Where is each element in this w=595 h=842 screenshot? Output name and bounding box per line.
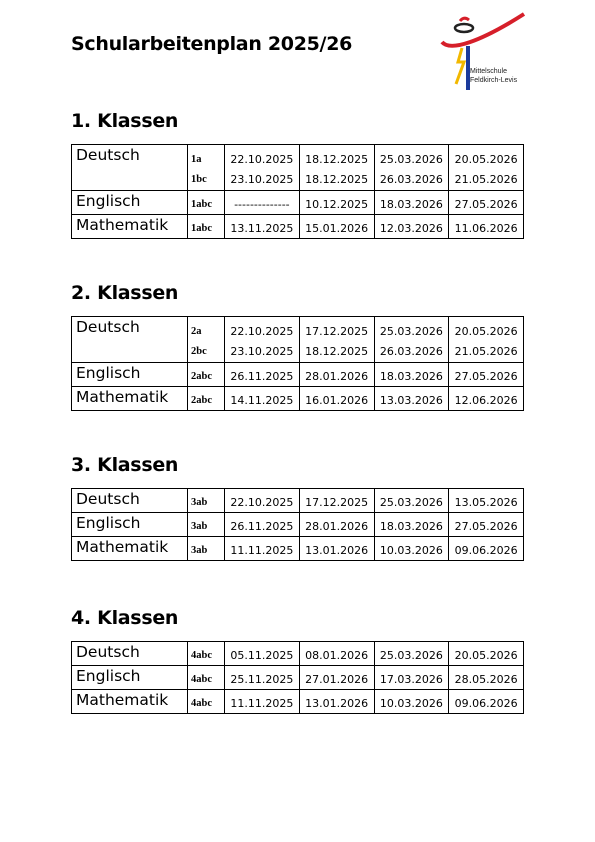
subject-cell: Englisch	[72, 363, 188, 387]
class-group-cell	[188, 690, 225, 714]
exam-date: 18.12.2025	[305, 173, 369, 186]
exam-date: 27.05.2026	[454, 198, 518, 211]
exam-date: 17.12.2025	[305, 496, 369, 509]
class-group-label: 4abc	[191, 698, 212, 709]
exam-date: 12.06.2026	[454, 394, 518, 407]
class-group-label: 1abc	[191, 199, 212, 210]
class-group-cell	[188, 666, 225, 690]
subject-cell: Englisch	[72, 191, 188, 215]
exam-schedule-table	[71, 144, 524, 239]
exam-date: 20.05.2026	[454, 153, 518, 166]
exam-date: 09.06.2026	[454, 697, 518, 710]
exam-date-cell	[225, 513, 300, 537]
exam-date: 18.03.2026	[379, 520, 443, 533]
exam-date-cell	[299, 537, 374, 561]
exam-date-cell	[299, 145, 374, 191]
exam-date-cell	[225, 387, 300, 411]
exam-date: 23.10.2025	[230, 173, 294, 186]
exam-date: 18.03.2026	[379, 370, 443, 383]
class-group-label: 1bc	[191, 174, 207, 185]
exam-date: 18.12.2025	[305, 153, 369, 166]
exam-date: 28.01.2026	[305, 370, 369, 383]
exam-date-cell	[374, 666, 449, 690]
class-group-label: 2abc	[191, 371, 212, 382]
table-row	[72, 215, 524, 239]
exam-date: 08.01.2026	[305, 649, 369, 662]
exam-date-cell	[225, 215, 300, 239]
exam-date: 27.05.2026	[454, 370, 518, 383]
exam-date: 25.03.2026	[379, 649, 443, 662]
exam-date-cell	[374, 363, 449, 387]
exam-date-cell	[374, 317, 449, 363]
exam-date-cell	[225, 317, 300, 363]
exam-date: 27.01.2026	[305, 673, 369, 686]
exam-date: 18.03.2026	[379, 198, 443, 211]
exam-date: 21.05.2026	[454, 173, 518, 186]
exam-date: 28.01.2026	[305, 520, 369, 533]
table-row	[72, 145, 524, 191]
table-row	[72, 191, 524, 215]
table-row	[72, 513, 524, 537]
exam-date-cell	[374, 537, 449, 561]
subject-cell: Mathematik	[72, 690, 188, 714]
exam-date: 26.03.2026	[379, 345, 443, 358]
exam-date: 12.03.2026	[379, 222, 443, 235]
exam-date-cell	[449, 489, 524, 513]
exam-date-cell	[225, 145, 300, 191]
class-group-cell	[188, 642, 225, 666]
exam-date-cell	[299, 489, 374, 513]
exam-date-cell	[374, 215, 449, 239]
exam-date-cell	[299, 215, 374, 239]
class-group-label: 3ab	[191, 497, 208, 508]
exam-date: 17.03.2026	[379, 673, 443, 686]
class-group-label: 2bc	[191, 346, 207, 357]
exam-date: 14.11.2025	[230, 394, 294, 407]
exam-date-cell	[225, 666, 300, 690]
subject-cell: Deutsch	[72, 642, 188, 666]
exam-date-cell	[299, 191, 374, 215]
exam-date-cell	[449, 642, 524, 666]
exam-date: 22.10.2025	[230, 496, 294, 509]
exam-date: 11.11.2025	[230, 544, 294, 557]
subject-cell: Deutsch	[72, 489, 188, 513]
table-row	[72, 690, 524, 714]
logo-caption-line2: Feldkirch-Levis	[470, 77, 518, 84]
exam-date-cell	[374, 145, 449, 191]
exam-date-cell	[449, 387, 524, 411]
subject-cell: Mathematik	[72, 387, 188, 411]
class-group-label: 1a	[191, 154, 202, 165]
exam-date: 27.05.2026	[454, 520, 518, 533]
exam-date-cell	[449, 537, 524, 561]
table-row	[72, 363, 524, 387]
exam-date-cell	[374, 690, 449, 714]
class-group-cell	[188, 215, 225, 239]
exam-date: 26.03.2026	[379, 173, 443, 186]
exam-date: 10.03.2026	[379, 697, 443, 710]
section-heading: 3. Klassen	[71, 454, 179, 476]
exam-date-cell	[299, 387, 374, 411]
exam-date-cell	[449, 363, 524, 387]
exam-date: 18.12.2025	[305, 345, 369, 358]
exam-date: 16.01.2026	[305, 394, 369, 407]
exam-date: 13.05.2026	[454, 496, 518, 509]
subject-cell: Mathematik	[72, 537, 188, 561]
exam-date-cell	[299, 642, 374, 666]
exam-date-cell	[449, 145, 524, 191]
section-heading: 2. Klassen	[71, 282, 179, 304]
exam-date-cell	[299, 317, 374, 363]
exam-date: 20.05.2026	[454, 325, 518, 338]
exam-date: 15.01.2026	[305, 222, 369, 235]
exam-date-cell	[299, 690, 374, 714]
exam-date: 17.12.2025	[305, 325, 369, 338]
table-row	[72, 317, 524, 363]
logo-caption-line1: Mittelschule	[470, 68, 507, 75]
exam-date: 25.03.2026	[379, 496, 443, 509]
section-heading: 1. Klassen	[71, 110, 179, 132]
table-row	[72, 489, 524, 513]
exam-date-cell	[449, 191, 524, 215]
subject-cell: Englisch	[72, 513, 188, 537]
table-row	[72, 642, 524, 666]
exam-date: 13.11.2025	[230, 222, 294, 235]
exam-date-cell	[374, 513, 449, 537]
exam-date-cell	[449, 690, 524, 714]
class-group-label: 3ab	[191, 521, 208, 532]
exam-date-cell	[225, 489, 300, 513]
exam-date: 05.11.2025	[230, 649, 294, 662]
class-group-label: 3ab	[191, 545, 208, 556]
table-row	[72, 387, 524, 411]
exam-date: 20.05.2026	[454, 649, 518, 662]
exam-date-cell	[225, 191, 300, 215]
exam-date: 13.01.2026	[305, 697, 369, 710]
school-logo	[440, 12, 528, 92]
exam-date-cell	[374, 489, 449, 513]
exam-schedule-table	[71, 316, 524, 411]
class-group-cell	[188, 317, 225, 363]
logo-caption	[470, 67, 517, 85]
exam-date-cell	[299, 666, 374, 690]
class-group-label: 4abc	[191, 650, 212, 661]
exam-date: 28.05.2026	[454, 673, 518, 686]
exam-date-cell	[225, 363, 300, 387]
exam-date: 11.11.2025	[230, 697, 294, 710]
exam-date: 09.06.2026	[454, 544, 518, 557]
class-group-cell	[188, 387, 225, 411]
class-group-cell	[188, 363, 225, 387]
class-group-label: 1abc	[191, 223, 212, 234]
exam-date: 22.10.2025	[230, 325, 294, 338]
subject-cell: Deutsch	[72, 317, 188, 363]
class-group-cell	[188, 145, 225, 191]
exam-schedule-table	[71, 488, 524, 561]
exam-date-cell	[225, 690, 300, 714]
class-group-label: 2a	[191, 326, 202, 337]
exam-date: 11.06.2026	[454, 222, 518, 235]
exam-date: 13.03.2026	[379, 394, 443, 407]
page-title: Schularbeitenplan 2025/26	[71, 33, 353, 55]
exam-date-cell	[449, 666, 524, 690]
exam-date: --------------	[234, 198, 290, 211]
subject-cell: Deutsch	[72, 145, 188, 191]
exam-date: 13.01.2026	[305, 544, 369, 557]
section-heading: 4. Klassen	[71, 607, 179, 629]
exam-date: 25.03.2026	[379, 153, 443, 166]
exam-date-cell	[374, 191, 449, 215]
exam-date-cell	[374, 642, 449, 666]
exam-date: 10.03.2026	[379, 544, 443, 557]
exam-date-cell	[225, 642, 300, 666]
exam-date: 21.05.2026	[454, 345, 518, 358]
class-group-label: 4abc	[191, 674, 212, 685]
exam-date-cell	[449, 513, 524, 537]
class-group-cell	[188, 191, 225, 215]
exam-date: 25.11.2025	[230, 673, 294, 686]
class-group-cell	[188, 537, 225, 561]
exam-date: 26.11.2025	[230, 370, 294, 383]
exam-date: 26.11.2025	[230, 520, 294, 533]
class-group-label: 2abc	[191, 395, 212, 406]
table-row	[72, 537, 524, 561]
table-row	[72, 666, 524, 690]
exam-date: 10.12.2025	[305, 198, 369, 211]
exam-date-cell	[449, 215, 524, 239]
exam-date-cell	[449, 317, 524, 363]
exam-date-cell	[225, 537, 300, 561]
exam-date-cell	[374, 387, 449, 411]
class-group-cell	[188, 513, 225, 537]
subject-cell: Englisch	[72, 666, 188, 690]
exam-date: 25.03.2026	[379, 325, 443, 338]
class-group-cell	[188, 489, 225, 513]
exam-schedule-table	[71, 641, 524, 714]
exam-date-cell	[299, 363, 374, 387]
exam-date: 23.10.2025	[230, 345, 294, 358]
subject-cell: Mathematik	[72, 215, 188, 239]
exam-date: 22.10.2025	[230, 153, 294, 166]
exam-date-cell	[299, 513, 374, 537]
